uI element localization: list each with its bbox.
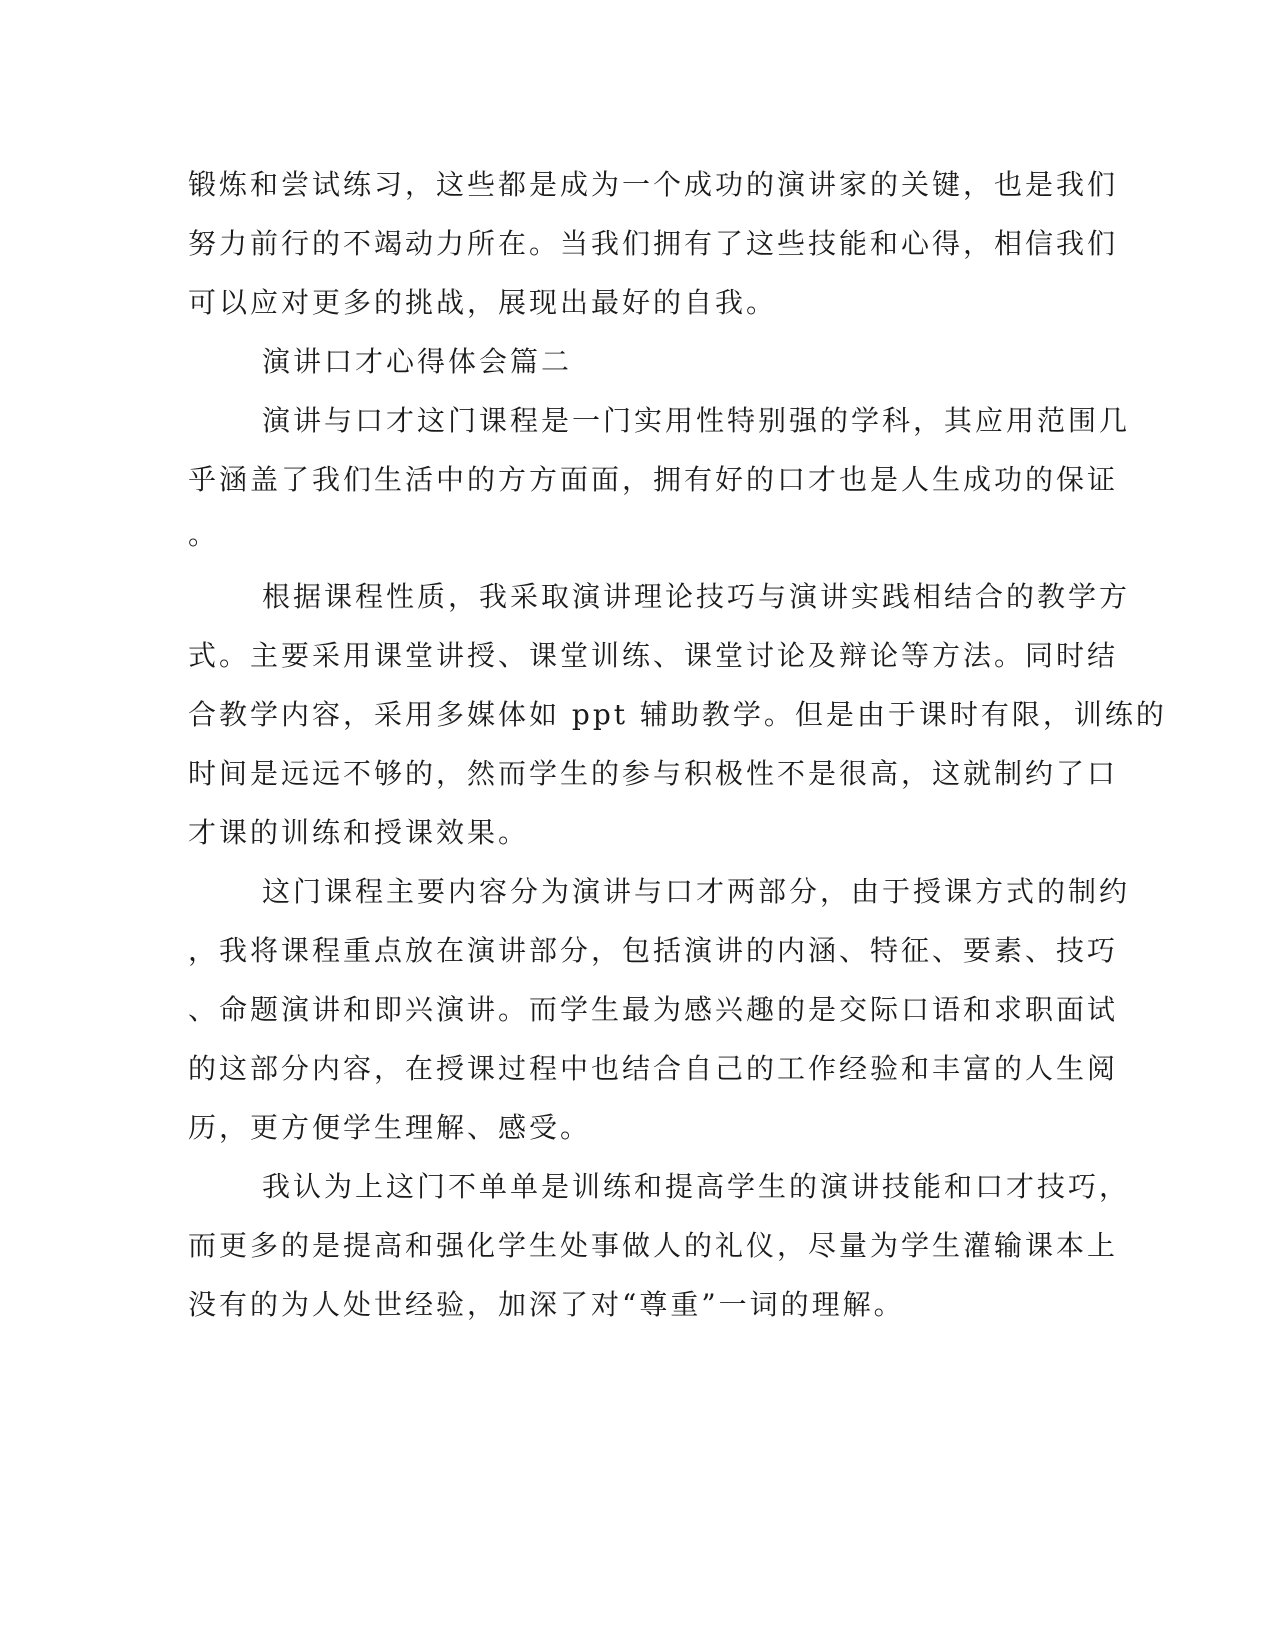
paragraph-line: 乎涵盖了我们生活中的方方面面，拥有好的口才也是人生成功的保证: [188, 463, 1119, 496]
section-heading: 演讲口才心得体会篇二: [262, 345, 573, 378]
paragraph-line: 合教学内容，采用多媒体如 ppt 辅助教学。但是由于课时有限，训练的: [188, 698, 1167, 731]
paragraph-line: 我认为上这门不单单是训练和提高学生的演讲技能和口才技巧，: [262, 1170, 1131, 1203]
paragraph-line: 、命题演讲和即兴演讲。而学生最为感兴趣的是交际口语和求职面试: [188, 993, 1119, 1026]
paragraph-line: 可以应对更多的挑战，展现出最好的自我。: [188, 286, 778, 319]
paragraph-line: 而更多的是提高和强化学生处事做人的礼仪，尽量为学生灌输课本上: [188, 1229, 1119, 1262]
paragraph-line: 式。主要采用课堂讲授、课堂训练、课堂讨论及辩论等方法。同时结: [188, 639, 1119, 672]
paragraph-line: 的这部分内容，在授课过程中也结合自己的工作经验和丰富的人生阅: [188, 1052, 1119, 1085]
paragraph-line: 才课的训练和授课效果。: [188, 816, 530, 849]
paragraph-line: 没有的为人处世经验，加深了对“尊重”一词的理解。: [188, 1288, 905, 1321]
paragraph-line: 历，更方便学生理解、感受。: [188, 1111, 592, 1144]
paragraph-line: 这门课程主要内容分为演讲与口才两部分，由于授课方式的制约: [262, 875, 1131, 908]
paragraph-line: 时间是远远不够的，然而学生的参与积极性不是很高，这就制约了口: [188, 757, 1119, 790]
paragraph-line: 根据课程性质，我采取演讲理论技巧与演讲实践相结合的教学方: [262, 580, 1131, 613]
paragraph-line: ，我将课程重点放在演讲部分，包括演讲的内涵、特征、要素、技巧: [188, 934, 1119, 967]
paragraph-line: 锻炼和尝试练习，这些都是成为一个成功的演讲家的关键，也是我们: [188, 168, 1119, 201]
paragraph-line: 。: [188, 518, 220, 551]
paragraph-line: 努力前行的不竭动力所在。当我们拥有了这些技能和心得，相信我们: [188, 227, 1119, 260]
paragraph-line: 演讲与口才这门课程是一门实用性特别强的学科，其应用范围几: [262, 404, 1131, 437]
